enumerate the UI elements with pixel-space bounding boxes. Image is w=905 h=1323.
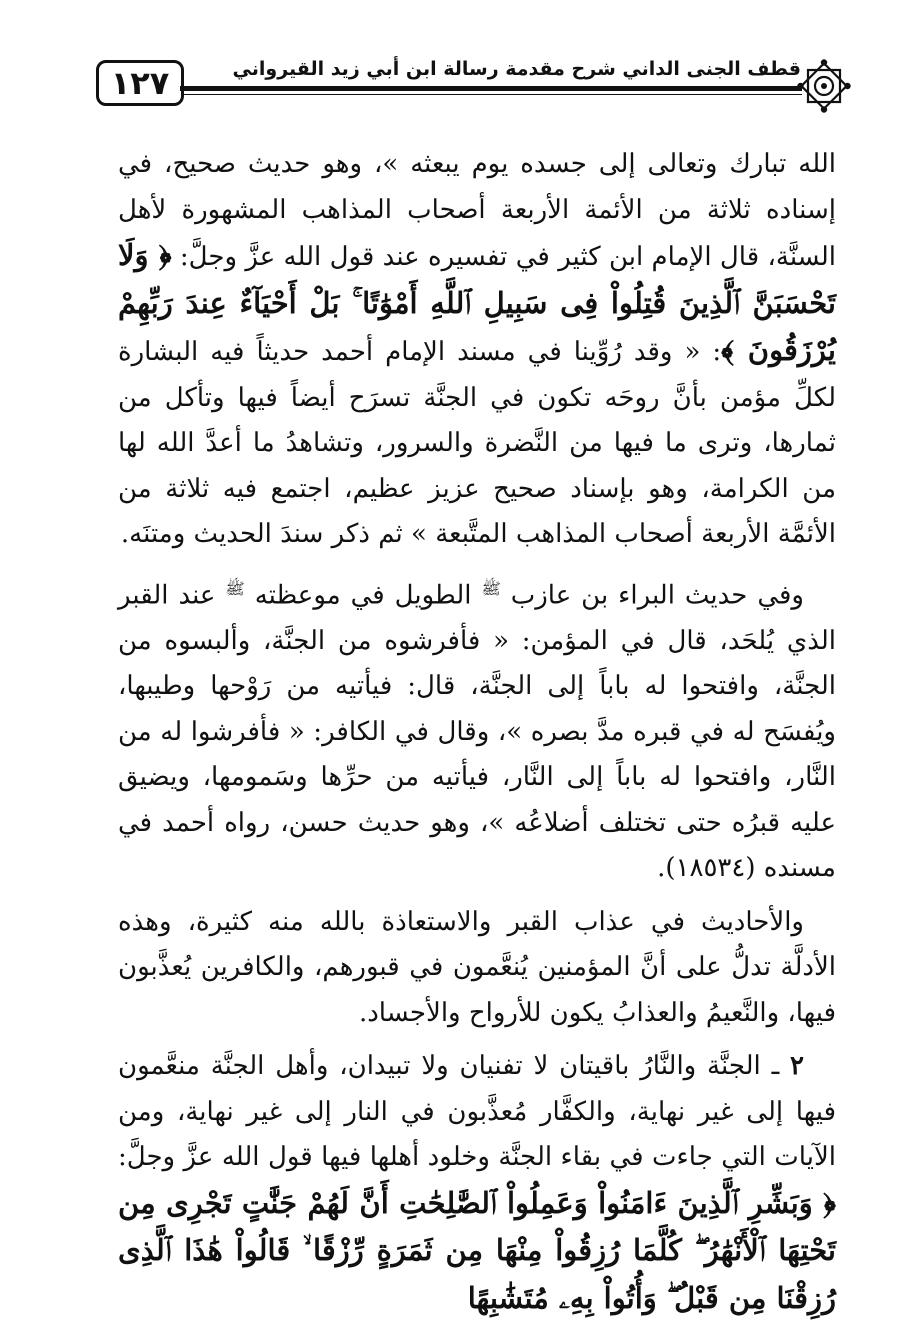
page-header <box>0 0 905 140</box>
paragraph-text: عند القبر الذي يُلحَد، قال في المؤمن: « فأفرشوه من الجنَّة، وألبسوه من الجنَّة، وافتحوا له باباً إلى الجنَّة، قال: فيأتيه من رَوْحها وطيبها، ويُفسَح له في قبره مدَّ بصره »، وقال في الكافر: « فأفرشوا له من النَّار، وافتحوا له باباً إلى النَّار، فيأتيه من حرِّها وسَمومها، ويضيق عليه قبرُه حتى تختلف أضلاعُه »، وهو حديث حسن، رواه أحمد في مسنده (١٨٥٣٤). <box>118 580 837 884</box>
star-ornament-icon <box>796 58 852 114</box>
paragraph <box>118 1044 836 1323</box>
book-title: قطف الجنى الداني شرح مقدمة رسالة ابن أبي زيد القيرواني <box>232 58 801 80</box>
paragraph <box>118 566 836 892</box>
paragraph-text: والأحاديث في عذاب القبر والاستعاذة بالله منه كثيرة، وهذه الأدلَّة تدلُّ على أنَّ المؤمنين يُنعَّمون في قبورهم، والكافرين يُعذَّبون فيها، والنَّعيمُ والعذابُ يكون للأرواح والأجساد. <box>118 906 836 1028</box>
honorific-symbol: ﷺ <box>225 578 245 598</box>
header-rule <box>180 86 802 91</box>
quran-verse: ﴿ وَبَشِّرِ ٱلَّذِينَ ءَامَنُواْ وَعَمِلُواْ ٱلصَّٰلِحَٰتِ أَنَّ لَهُمْ جَنَّٰتٍ تَجْرِى مِن تَحْتِهَا ٱلْأَنْهَٰرُ ۖ كُلَّمَا رُزِقُواْ مِنْهَا مِن ثَمَرَةٍ رِّزْقًا ۙ قَالُواْ هَٰذَا ٱلَّذِى رُزِقْنَا مِن قَبْلُ ۖ وَأُتُواْ بِهِۦ مُتَشَٰبِهًا <box>118 1185 836 1315</box>
honorific-symbol: ﷺ <box>481 578 501 598</box>
paragraph-text: الطويل في موعظته <box>244 580 482 611</box>
page-body <box>118 142 836 1323</box>
paragraph-text: الله تبارك وتعالى إلى جسده يوم يبعثه »، وهو حديث صحيح، في إسناده ثلاثة من الأئمة الأربعة أصحاب المذاهب المشهورة لأهل السنَّة، قال الإمام ابن كثير في تفسيره عند قول الله عزَّ وجلَّ: <box>118 149 836 272</box>
paragraph-text: وفي حديث البراء بن عازب <box>500 580 804 611</box>
page-number: ١٢٧ <box>96 60 184 106</box>
paragraph <box>118 142 836 558</box>
paragraph-text: ـ الجنَّة والنَّارُ باقيتان لا تفنيان ولا تبيدان، وأهل الجنَّة منعَّمون فيها إلى غير نهاية، والكفَّار مُعذَّبون في النار إلى غير نهاية، ومن الآيات التي جاءت في بقاء الجنَّة وخلود أهلها فيها قول الله عزَّ وجلَّ: <box>118 1051 836 1173</box>
paragraph-text: : « وقد رُوِّينا في مسند الإمام أحمد حديثاً فيه البشارة لكلِّ مؤمن بأنَّ روحَه تكون في الجنَّة تسرَح أيضاً فيها وتأكل من ثمارها، وترى ما فيها من النَّضرة والسرور، وتشاهدُ ما أعدَّ الله لها من الكرامة، وهو بإسناد صحيح عزيز عظيم، اجتمع فيه ثلاثة من الأئمَّة الأربعة أصحاب المذاهب المتَّبعة » ثم ذكر سندَ الحديث ومتنَه. <box>118 337 836 549</box>
quran-verse: ﴿ وَلَا تَحْسَبَنَّ ٱلَّذِينَ قُتِلُواْ فِى سَبِيلِ ٱللَّهِ أَمْوَٰتًا ۚ بَلْ أَحْيَآءٌ عِندَ رَبِّهِمْ يُرْزَقُونَ ﴾ <box>118 238 836 367</box>
item-number: ٢ <box>790 1051 804 1082</box>
header-rule-thin <box>184 94 802 95</box>
paragraph <box>118 900 836 1037</box>
